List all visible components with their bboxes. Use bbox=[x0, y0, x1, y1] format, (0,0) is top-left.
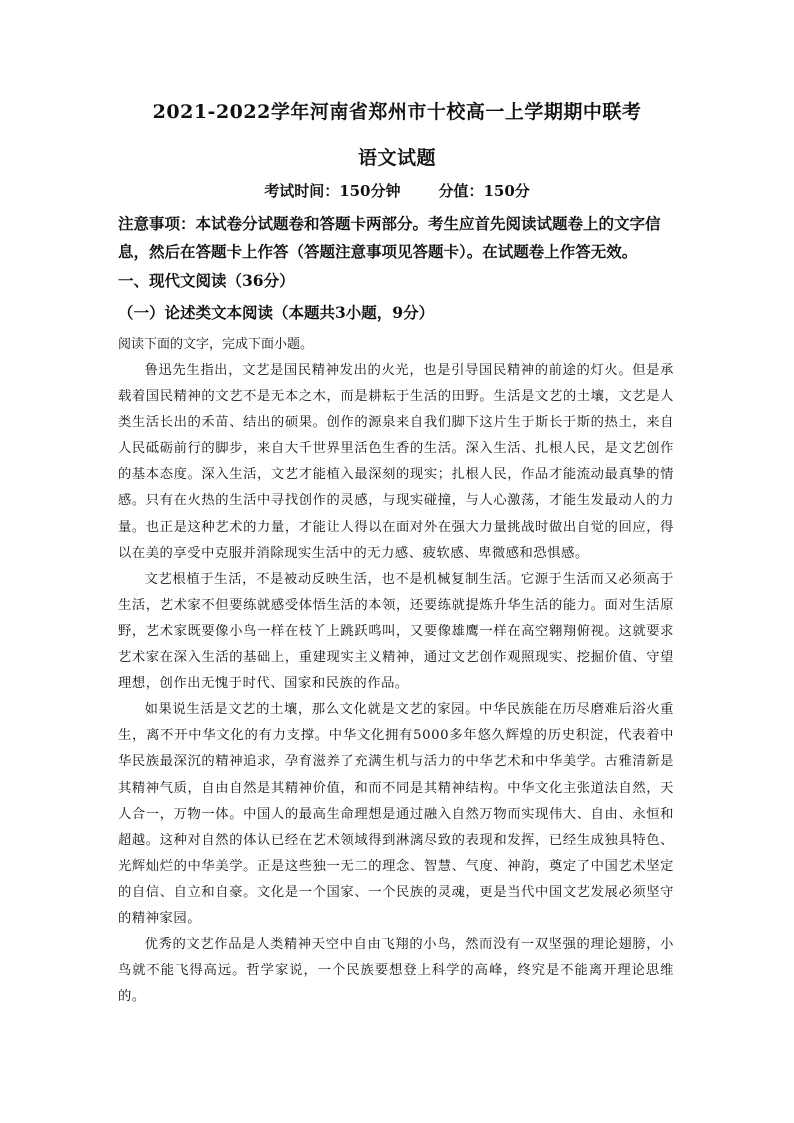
reading-instruction: 阅读下面的文字，完成下面小题。 bbox=[118, 337, 314, 352]
subsection-heading: （一）论述类文本阅读（本题共3小题，9分） bbox=[118, 303, 435, 322]
exam-score: 分值：150分 bbox=[438, 182, 530, 200]
exam-notice: 注意事项：本试卷分试题卷和答题卡两部分。考生应首先阅读试题卷上的文字信息，然后在答题卡上作答（答题注意事项见答题卡）。在试题卷上作答无效。 bbox=[118, 214, 661, 261]
passage-paragraph: 文艺根植于生活，不是被动反映生活，也不是机械复制生活。它源于生活而又必须高于生活，艺术家不但要练就感受体悟生活的本领，还要练就提炼升华生活的能力。面对生活原野，艺术家既要像小鸟一样在枝丫上跳跃鸣叫，又要像雄鹰一样在高空翱翔俯视。这就要求艺术家在深入生活的基础上，重建现实主义精神，通过文艺创作观照现实、挖掘价值、守望理想，创作出无愧于时代、国家和民族的作品。 bbox=[118, 571, 674, 692]
exam-subtitle: 语文试题 bbox=[357, 147, 436, 169]
exam-time: 考试时间：150分钟 bbox=[264, 182, 401, 200]
section-heading: 一、现代文阅读（36分） bbox=[118, 271, 295, 290]
reading-passage bbox=[118, 358, 674, 1010]
exam-info bbox=[0, 180, 794, 201]
passage-paragraph: 优秀的文艺作品是人类精神天空中自由飞翔的小鸟，然而没有一双坚强的理论翅膀，小鸟就不能飞得高远。哲学家说，一个民族要想登上科学的高峰，终究是不能离开理论思维的。 bbox=[118, 937, 674, 1005]
exam-title: 2021-2022学年河南省郑州市十校高一上学期期中联考 bbox=[152, 101, 642, 123]
passage-paragraph: 鲁迅先生指出，文艺是国民精神发出的火光，也是引导国民精神的前途的灯火。但是承载着国民精神的文艺不是无本之木，而是耕耘于生活的田野。生活是文艺的土壤，文艺是人类生活长出的禾苗、结出的硕果。创作的源泉来自我们脚下这片生于斯长于斯的热土，来自人民砥砺前行的脚步，来自大千世界里活色生香的生活。深入生活、扎根人民，是文艺创作的基本态度。深入生活，文艺才能植入最深刻的现实；扎根人民，作品才能流动最真挚的情感。只有在火热的生活中寻找创作的灵感，与现实碰撞，与人心激荡，才能生发最动人的力量。也正是这种艺术的力量，才能让人得以在面对外在强大力量挑战时做出自觉的回应，得以在美的享受中克服并消除现实生活中的无力感、疲软感、卑微感和恐惧感。 bbox=[118, 363, 674, 561]
passage-paragraph: 如果说生活是文艺的土壤，那么文化就是文艺的家园。中华民族能在历尽磨难后浴火重生，离不开中华文化的有力支撑。中华文化拥有5000多年悠久辉煌的历史积淀，代表着中华民族最深沉的精神追求，孕育滋养了充满生机与活力的中华艺术和中华美学。古雅清新是其精神气质，自由自然是其精神价值，和而不同是其精神结构。中华文化主张道法自然，天人合一，万物一体。中国人的最高生命理想是通过融入自然万物而实现伟大、自由、永恒和超越。这种对自然的体认已经在艺术领域得到淋漓尽致的表现和发挥，已经生成独具特色、光辉灿烂的中华美学。正是这些独一无二的理念、智慧、气度、神韵，奠定了中国艺术坚定的自信、自立和自豪。文化是一个国家、一个民族的灵魂，更是当代中国文艺发展必须坚守的精神家园。 bbox=[118, 702, 674, 926]
